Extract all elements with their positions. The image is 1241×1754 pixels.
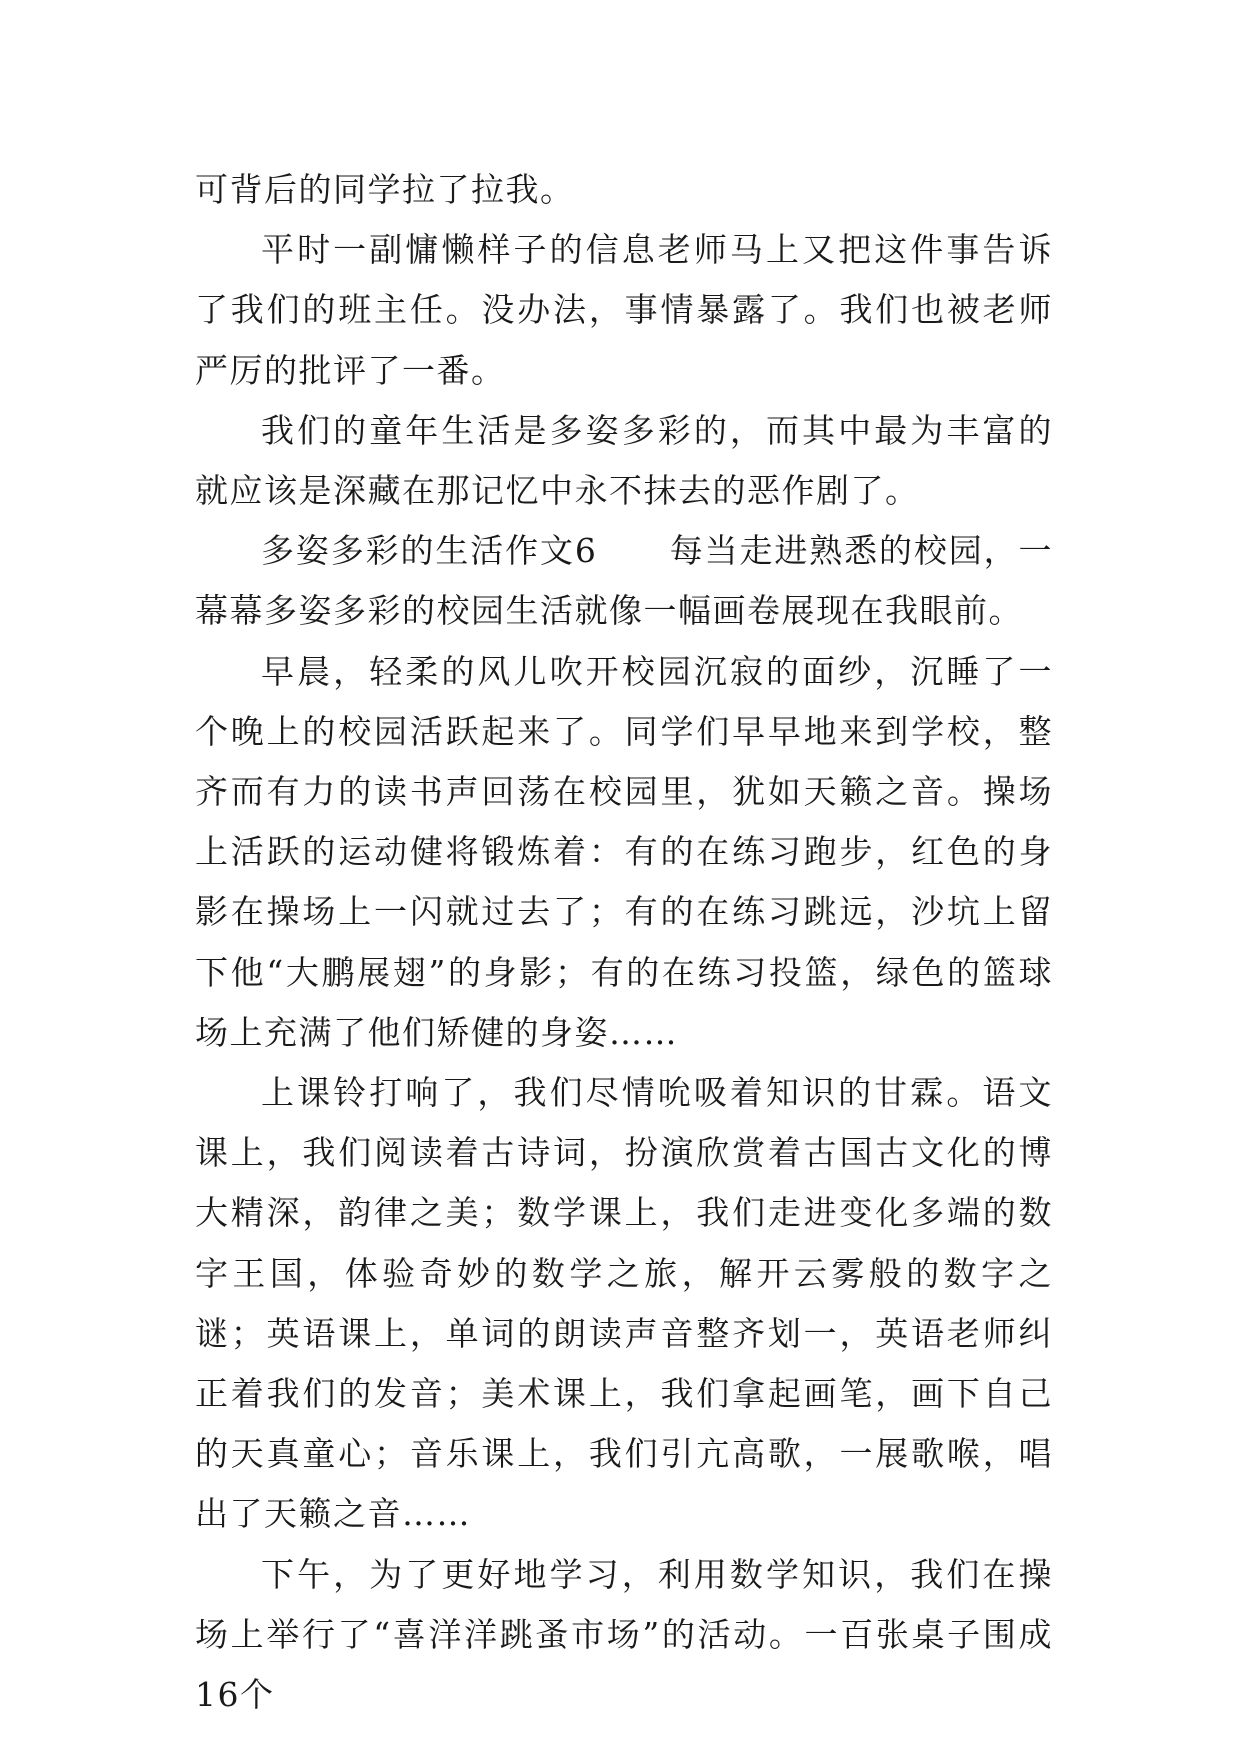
paragraph-5 [195, 642, 1053, 1063]
paragraph-2 [195, 220, 1053, 401]
article-body [195, 160, 1053, 1725]
paragraph-3 [195, 401, 1053, 521]
paragraph-text: 早晨，轻柔的风儿吹开校园沉寂的面纱，沉睡了一个晚上的校园活跃起来了。同学们早早地来到学校，整齐而有力的读书声回荡在校园里，犹如天籁之音。操场上活跃的运动健将锻炼着：有的在练习跑步，红色的身影在操场上一闪就过去了；有的在练习跳远，沙坑上留下他“大鹏展翅”的身影；有的在练习投篮，绿色的篮球场上充满了他们矫健的身姿…… [195, 651, 1053, 1052]
paragraph-text: 平时一副慵懒样子的信息老师马上又把这件事告诉了我们的班主任。没办法，事情暴露了。我们也被老师严厉的批评了一番。 [195, 230, 1053, 390]
paragraph-text: 每当走进熟悉的校园，一幕幕多姿多彩的校园生活就像一幅画卷展现在我眼前。 [195, 531, 1053, 631]
paragraph-text: 下午，为了更好地学习，利用数学知识，我们在操场上举行了“喜洋洋跳蚤市场”的活动。一百张桌子围成16个 [195, 1554, 1053, 1715]
paragraph-text: 上课铃打响了，我们尽情吮吸着知识的甘霖。语文课上，我们阅读着古诗词，扮演欣赏着古国古文化的博大精深，韵律之美；数学课上，我们走进变化多端的数字王国，体验奇妙的数学之旅，解开云雾般的数字之谜；英语课上，单词的朗读声音整齐划一，英语老师纠正着我们的发音；美术课上，我们拿起画笔，画下自己的天真童心；音乐课上，我们引亢高歌，一展歌喉，唱出了天籁之音…… [195, 1073, 1053, 1534]
paragraph-7 [195, 1545, 1053, 1726]
essay-heading: 多姿多彩的生活作文6 [261, 531, 598, 571]
paragraph-1 [195, 160, 1053, 220]
paragraph-text: 可背后的同学拉了拉我。 [195, 170, 575, 209]
paragraph-4 [195, 521, 1053, 641]
paragraph-text: 我们的童年生活是多姿多彩的，而其中最为丰富的就应该是深藏在那记忆中永不抹去的恶作剧了。 [195, 410, 1053, 511]
paragraph-6 [195, 1063, 1053, 1545]
